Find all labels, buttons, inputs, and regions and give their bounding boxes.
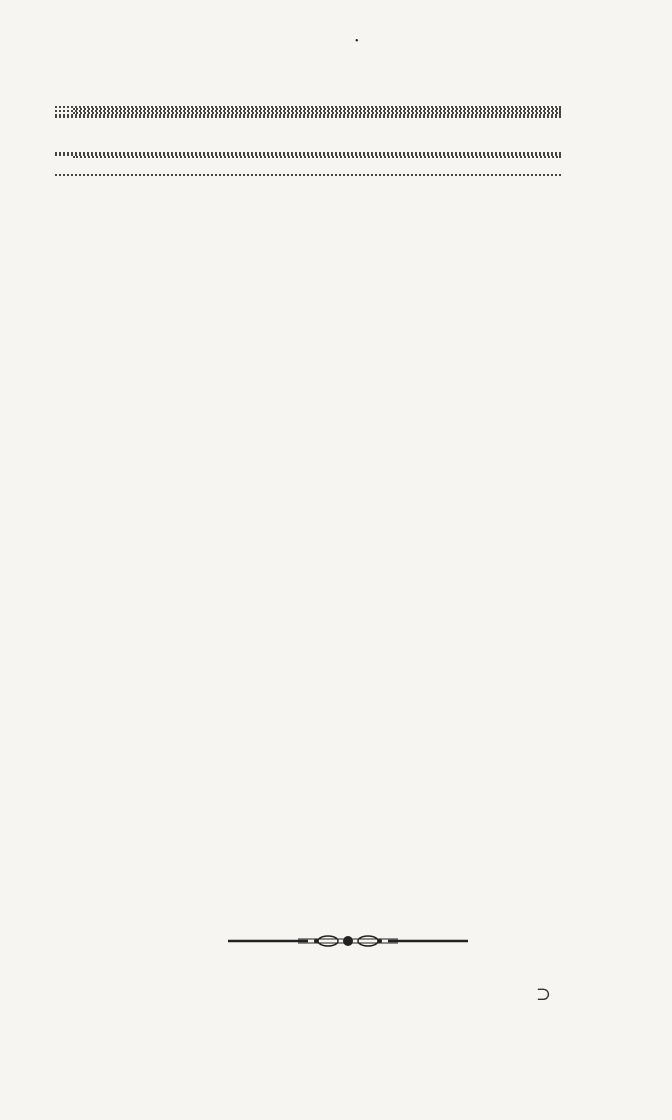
page-content <box>52 94 624 194</box>
page-header <box>0 66 672 88</box>
list-item-dahi <box>52 178 624 180</box>
ornament-divider <box>228 932 468 950</box>
list-item-busca <box>52 122 624 140</box>
list-item-ditas <box>52 160 624 162</box>
top-dot: • <box>355 36 359 47</box>
stray-mark: ⊃ <box>536 984 552 1004</box>
